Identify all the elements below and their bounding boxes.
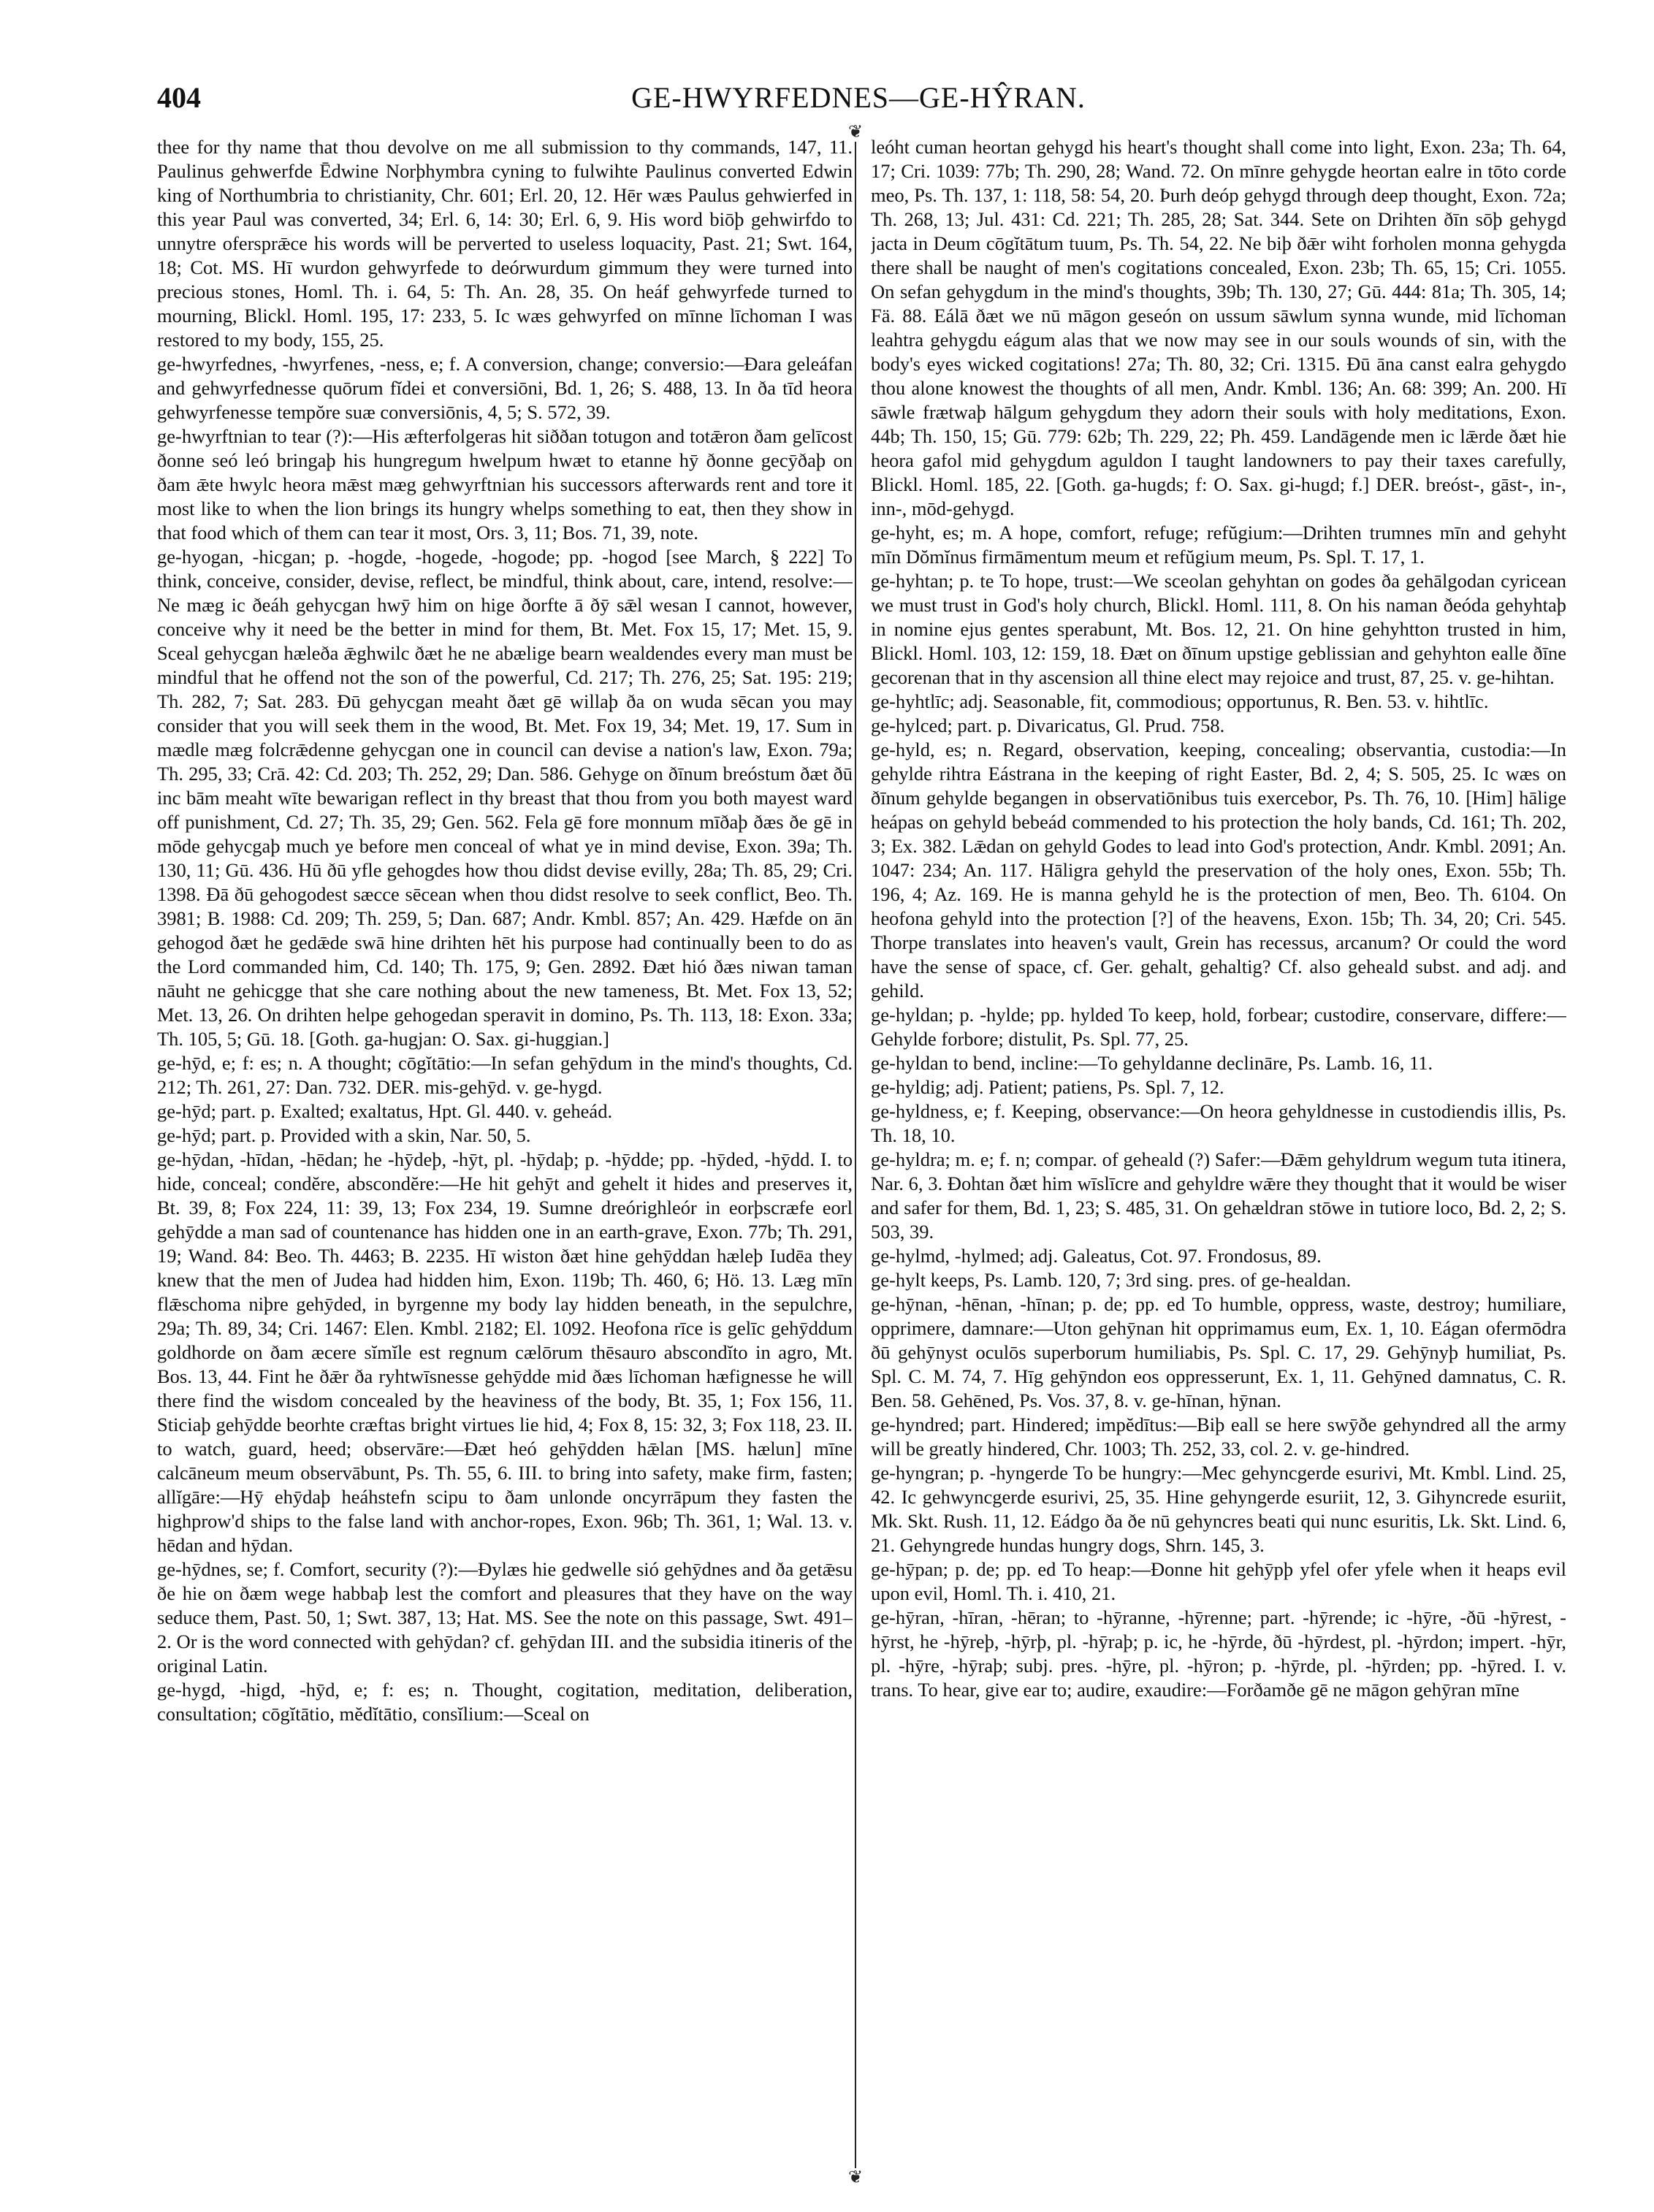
column-divider [855, 133, 856, 2171]
dictionary-entry: ge-hyhtan; p. te To hope, trust:—We sceolan gehyhtan on godes ða gehālgodan cyricean we must trust in God's holy church, Blickl. Homl. 111, 8. On his naman ðeóda gehyhtaþ in nomine ejus gentes sperabunt, Mt. Bos. 12, 21. On hine gehyhtton trusted in him, Blickl. Homl. 103, 12: 159, 18. Ðæt on ðīnum upstige geblissian and gehyhton ealle ðīne gecorenan that in thy ascension all thine elect may rejoice and trust, 87, 25. v. ge-hihtan. [871, 570, 1566, 688]
dictionary-entry: ge-hwyrfednes, -hwyrfenes, -ness, e; f. A conversion, change; conversio:—Ðara geleáfan and gehwyrfednesse quōrum fĭdei et conversiōni, Bd. 1, 26; S. 488, 13. In ða tīd heora gehwyrfenesse tempŏre suæ conversiōnis, 4, 5; S. 572, 39. [157, 353, 853, 423]
dictionary-entry: ge-hȳd; part. p. Exalted; exaltatus, Hpt. Gl. 440. v. geheád. [157, 1100, 613, 1122]
dictionary-entry: ge-hȳd, e; f: es; n. A thought; cōgĭtātio:—In sefan gehȳdum in the mind's thoughts, Cd. 212; Th. 261, 27: Dan. 732. DER. mis-gehȳd. v. ge-hygd. [157, 1052, 853, 1098]
dictionary-entry: ge-hygd, -higd, -hȳd, e; f: es; n. Thought, cogitation, meditation, deliberation, consultation; cōgĭtātio, mĕdĭtātio, consĭlium:—Sceal on [157, 1679, 853, 1725]
dictionary-entry: thee for thy name that thou devolve on me all submission to thy commands, 147, 11. Paulinus gehwerfde Ēdwine Norþhymbra cyning to fulwihte Paulinus converted Edwin king of Northumbria to christianity, Chr. 601; Erl. 20, 12. Hēr wæs Paulus gehwierfed in this year Paul was converted, 34; Erl. 6, 14: 30; Erl. 6, 9. His word biōþ gehwirfdo to unnytre ofersprǣce his words will be perverted to useless loquacity, Past. 21; Swt. 164, 18; Cot. MS. Hī wurdon gehwyrfede to deórwurdum gimmum they were turned into precious stones, Homl. Th. i. 64, 5: Th. An. 28, 35. On heáf gehwyrfede turned to mourning, Blickl. Homl. 195, 17: 233, 5. Ic wæs gehwyrfed on mīnne līchoman I was restored to my body, 155, 25. [157, 136, 853, 351]
dictionary-entry: ge-hylmd, -hylmed; adj. Galeatus, Cot. 97. Frondosus, 89. [871, 1245, 1322, 1267]
dictionary-entry: ge-hȳran, -hīran, -hēran; to -hȳranne, -hȳrenne; part. -hȳrende; ic -hȳre, -ðū -hȳrest, -hȳrst, he -hȳreþ, -hȳrþ, pl. -hȳraþ; p. ic, he -hȳrde, ðū -hȳrdest, pl. -hȳrdon; impert. -hȳr, pl. -hȳre, -hȳraþ; subj. pres. -hȳre, pl. -hȳron; p. -hȳrde, pl. -hȳrden; pp. -hȳred. I. v. trans. To hear, give ear to; audire, exaudire:—Forðamðe gē ne māgon gehȳran mīne [871, 1606, 1566, 1701]
dictionary-entry: ge-hȳnan, -hēnan, -hīnan; p. de; pp. ed To humble, oppress, waste, destroy; humiliare, opprimere, damnare:—Uton gehȳnan hit opprimamus eum, Ex. 1, 10. Eágan ofermōdra ðū gehȳnyst oculōs superborum humiliabis, Ps. Spl. C. 17, 29. Gehȳnyþ humiliat, Ps. Spl. C. M. 74, 7. Hīg gehȳndon eos oppresserunt, Ex. 1, 11. Gehȳned damnatus, C. R. Ben. 58. Gehēned, Ps. Vos. 37, 8. v. ge-hīnan, hȳnan. [871, 1293, 1566, 1411]
dictionary-entry: ge-hyld, es; n. Regard, observation, keeping, concealing; observantia, custodia:—In gehylde rihtra Eástrana in the keeping of right Easter, Bd. 2, 4; S. 505, 25. Ic wæs on ðīnum gehylde begangen in observatiōnibus tuis exercebor, Ps. Th. 76, 10. [Him] hālige heápas on gehyld bebeád commended to his protection the holy bands, Cd. 161; Th. 202, 3; Ex. 382. Lǣdan on gehyld Godes to lead into God's protection, Andr. Kmbl. 2091; An. 1047: 234; An. 117. Hāligra gehyld the preservation of the holy ones, Exon. 55b; Th. 196, 4; Az. 169. He is manna gehyld he is the protection of men, Beo. Th. 6104. On heofona gehyld into the protection [?] of the heavens, Exon. 15b; Th. 34, 20; Cri. 545. Thorpe translates into heaven's vault, Grein has recessus, arcanum? Or could the word have the sense of space, cf. Ger. gehalt, gehaltig? Cf. also geheald subst. and adj. and gehild. [871, 739, 1566, 1002]
dictionary-entry: leóht cuman heortan gehygd his heart's thought shall come into light, Exon. 23a; Th. 64, 17; Cri. 1039: 77b; Th. 290, 28; Wand. 72. On mīnre gehygde heortan ealre in tōto corde meo, Ps. Th. 137, 1: 118, 58: 54, 20. Þurh deóp gehygd through deep thought, Exon. 72a; Th. 268, 13; Jul. 431: Cd. 221; Th. 285, 28; Sat. 344. Sete on Drihten ðīn sōþ gehygd jacta in Deum cōgĭtātum tuum, Ps. Th. 54, 22. Ne biþ ðǣr wiht forholen monna gehygda there shall be naught of men's cogitations concealed, Exon. 23b; Th. 65, 15; Cri. 1055. On sefan gehygdum in the mind's thoughts, 39b; Th. 130, 27; Gū. 444: 81a; Th. 305, 14; Fä. 88. Eálā ðæt we nū māgon geseón on ussum sāwlum synna wunde, mid līchoman leahtra gehygdu eágum alas that we now may see in our souls wounds of sin, with the body's eyes wicked cogitations! 27a; Th. 80, 32; Cri. 1315. Ðū āna canst ealra gehygdo thou alone knowest the thoughts of all men, Andr. Kmbl. 136; An. 68: 399; An. 200. Hī sāwle frætwaþ hālgum gehygdum they adorn their souls with holy meditations, Exon. 44b; Th. 150, 15; Gū. 779: 62b; Th. 229, 22; Ph. 459. Landāgende men ic lǣrde ðæt hie heora gafol mid gehygdum aguldon I taught landowners to pay their taxes carefully, Blickl. Homl. 185, 22. [Goth. ga-hugds; f: O. Sax. gi-hugd; f.] DER. breóst-, gāst-, in-, inn-, mōd-gehygd. [871, 136, 1566, 519]
dictionary-entry: ge-hyhtlīc; adj. Seasonable, fit, commodious; opportunus, R. Ben. 53. v. hihtlīc. [871, 690, 1489, 712]
dictionary-entry: ge-hyldness, e; f. Keeping, observance:—On heora gehyldnesse in custodiendis illis, Ps. Th. 18, 10. [871, 1100, 1566, 1146]
page-number: 404 [157, 81, 201, 114]
page-header [157, 80, 1560, 124]
dictionary-entry: ge-hyldan; p. -hylde; pp. hylded To keep, hold, forbear; custodire, conservare, differe:—Gehylde forbore; distulit, Ps. Spl. 77, 25. [871, 1004, 1566, 1050]
dictionary-entry: ge-hyogan, -hicgan; p. -hogde, -hogede, -hogode; pp. -hogod [see March, § 222] To think, conceive, consider, devise, reflect, be mindful, think about, care, intend, resolve:—Ne mæg ic ðeáh gehycgan hwȳ him on hige ðorfte ā ðȳ sǣl wesan I cannot, however, conceive why it need be the better in mind for them, Bt. Met. Fox 15, 17; Met. 15, 9. Sceal gehycgan hæleða ǣghwilc ðæt he ne abælige bearn wealdendes every man must be mindful that he offend not the son of the powerful, Cd. 217; Th. 276, 25; Sat. 195: 219; Th. 282, 7; Sat. 283. Ðū gehycgan meaht ðæt gē willaþ ða on wuda sēcan you may consider that you will seek them in the wood, Bt. Met. Fox 19, 34; Met. 19, 17. Sum in mædle mæg folcrǣdenne gehycgan one in council can devise a nation's law, Exon. 79a; Th. 295, 33; Crā. 42: Cd. 203; Th. 252, 29; Dan. 586. Gehyge on ðīnum breóstum ðæt ðū inc bām meaht wīte bewarigan reflect in thy breast that thou from you both mayest ward off punishment, Cd. 27; Th. 35, 29; Gen. 562. Fela gē fore monnum mīðaþ ðæs ðe gē in mōde gehycgaþ much ye before men conceal of what ye in mind devise, Exon. 39a; Th. 130, 11; Gū. 436. Hū ðū yfle gehogdes how thou didst devise evilly, 28a; Th. 85, 29; Cri. 1398. Ðā ðū gehogodest sæcce sēcean when thou didst resolve to seek conflict, Beo. Th. 3981; B. 1988: Cd. 209; Th. 259, 5; Dan. 687; Andr. Kmbl. 857; An. 429. Hæfde on ān gehogod ðæt he gedǣde swā hine drihten hēt his purpose had continually been to do as the Lord commanded him, Cd. 140; Th. 175, 9; Gen. 2892. Ðæt hió ðæs niwan taman nāuht ne gehicgge that she care nothing about the new tameness, Bt. Met. Fox 13, 52; Met. 13, 26. On drihten helpe gehogedan speravit in domino, Ps. Th. 113, 18: Exon. 33a; Th. 105, 5; Gū. 18. [Goth. ga-hugjan: O. Sax. gi-huggian.] [157, 546, 853, 1050]
running-head: GE-HWYRFEDNES—GE-HŶRAN. [631, 81, 1086, 114]
dictionary-entry: ge-hwyrftnian to tear (?):—His æfterfolgeras hit siððan totugon and totǣron ðam gelīcost ðonne seó leó bringaþ his hungregum hwelpum hwæt to etanne hȳ ðonne gecȳðaþ on ðam ǣte hwylc heora mǣst mæg gehwyrftnian his successors afterwards rent and tore it most like to when the lion brings its hungry whelps something to eat, then they show in that food which of them can tear it most, Ors. 3, 11; Bos. 71, 39, note. [157, 425, 853, 544]
dictionary-entry: ge-hȳpan; p. de; pp. ed To heap:—Ðonne hit gehȳpþ yfel ofer yfele when it heaps evil upon evil, Homl. Th. i. 410, 21. [871, 1558, 1566, 1604]
dictionary-entry: ge-hyht, es; m. A hope, comfort, refuge; refŭgium:—Drihten trumnes mīn and gehyht mīn Dŏmĭnus firmāmentum meum et refŭgium meum, Ps. Spl. T. 17, 1. [871, 522, 1566, 568]
dictionary-entry: ge-hylt keeps, Ps. Lamb. 120, 7; 3rd sing. pres. of ge-healdan. [871, 1269, 1352, 1291]
dictionary-entry: ge-hȳdan, -hīdan, -hēdan; he -hȳdeþ, -hȳt, pl. -hȳdaþ; p. -hȳdde; pp. -hȳded, -hȳdd. I. to hide, conceal; condĕre, abscondĕre:—He hit gehȳt and gehelt it hides and preserves it, Bt. 39, 8; Fox 224, 11: 39, 13; Fox 234, 19. Sumne dreórighleór in eorþscræfe eorl gehȳdde a man sad of countenance has hidden one in an earth-grave, Exon. 77b; Th. 291, 19; Wand. 84: Beo. Th. 4463; B. 2235. Hī wiston ðæt hine gehȳddan hæleþ Iudēa they knew that the men of Judea had hidden him, Exon. 119b; Th. 460, 6; Hö. 13. Læg mīn flǣschoma niþre gehȳded, in byrgenne my body lay hidden beneath, in the sepulchre, 29a; Th. 89, 34; Cri. 1467: Elen. Kmbl. 2182; El. 1092. Heofona rīce is gelīc gehȳddum goldhorde on ðam æcere sĭmĭle est regnum cælōrum thēsauro abscondĭto in agro, Mt. Bos. 13, 44. Fint he ðǣr ða ryhtwīsnesse gehȳdde mid ðæs līchoman hæfignesse he will there find the wisdom concealed by the heaviness of the body, Bt. 35, 1; Fox 156, 11. Sticiaþ gehȳdde beorhte cræftas bright virtues lie hid, 4; Fox 8, 15: 32, 3; Fox 118, 23. II. to watch, guard, heed; observāre:—Ðæt heó gehȳdden hǣlan [MS. hælun] mīne calcāneum meum observābunt, Ps. Th. 55, 6. III. to bring into safety, make firm, fasten; allĭgāre:—Hȳ ehȳdaþ heáhstefn scipu to ðam unlonde oncyrrāpum they fasten the highprow'd ships to the false land with anchor-ropes, Exon. 96b; Th. 361, 1; Wal. 13. v. hēdan and hȳdan. [157, 1148, 853, 1556]
ornament-icon: ❦ [846, 2168, 865, 2187]
dictionary-entry: ge-hȳd; part. p. Provided with a skin, Nar. 50, 5. [157, 1124, 531, 1146]
dictionary-entry: ge-hyldra; m. e; f. n; compar. of geheald (?) Safer:—Ðǣm gehyldrum wegum tuta itinera, Nar. 6, 3. Ðohtan ðæt him wīslīcre and gehyldre wǣre they thought that it would be wiser and safer for them, Bd. 1, 23; S. 485, 31. On gehældran stōwe in tutiore loco, Bd. 2, 2; S. 503, 39. [871, 1148, 1566, 1243]
dictionary-entry: ge-hyngran; p. -hyngerde To be hungry:—Mec gehyncgerde esurivi, Mt. Kmbl. Lind. 25, 42. Ic gehwyncgerde esurivi, 25, 35. Hine gehyngerde esuriit, 12, 3. Gihyncrede esuriit, Mk. Skt. Rush. 11, 12. Eádgo ða ðe nū gehyncres beati qui nunc esuritis, Lk. Skt. Lind. 6, 21. Gehyngrede hundas hungry dogs, Shrn. 145, 3. [871, 1462, 1566, 1556]
dictionary-entry: ge-hyldan to bend, incline:—To gehyldanne declināre, Ps. Lamb. 16, 11. [871, 1052, 1433, 1074]
dictionary-entry: ge-hylced; part. p. Divaricatus, Gl. Prud. 758. [871, 714, 1225, 736]
ornament-icon: ❦ [846, 123, 865, 142]
dictionary-entry: ge-hyndred; part. Hindered; impĕdītus:—Biþ eall se here swȳðe gehyndred all the army will be greatly hindered, Chr. 1003; Th. 252, 33, col. 2. v. ge-hindred. [871, 1414, 1566, 1460]
dictionary-entry: ge-hyldig; adj. Patient; patiens, Ps. Spl. 7, 12. [871, 1076, 1224, 1098]
right-column [871, 135, 1566, 2181]
dictionary-entry: ge-hȳdnes, se; f. Comfort, security (?):—Ðylæs hie gedwelle sió gehȳdnes and ða getǣsu ðe hie on ðæm wege habbaþ lest the comfort and pleasures that they have on the way seduce them, Past. 50, 1; Swt. 387, 13; Hat. MS. See the note on this passage, Swt. 491–2. Or is the word connected with gehȳdan? cf. gehȳdan III. and the subsidia itineris of the original Latin. [157, 1558, 853, 1677]
left-column [157, 135, 853, 2181]
